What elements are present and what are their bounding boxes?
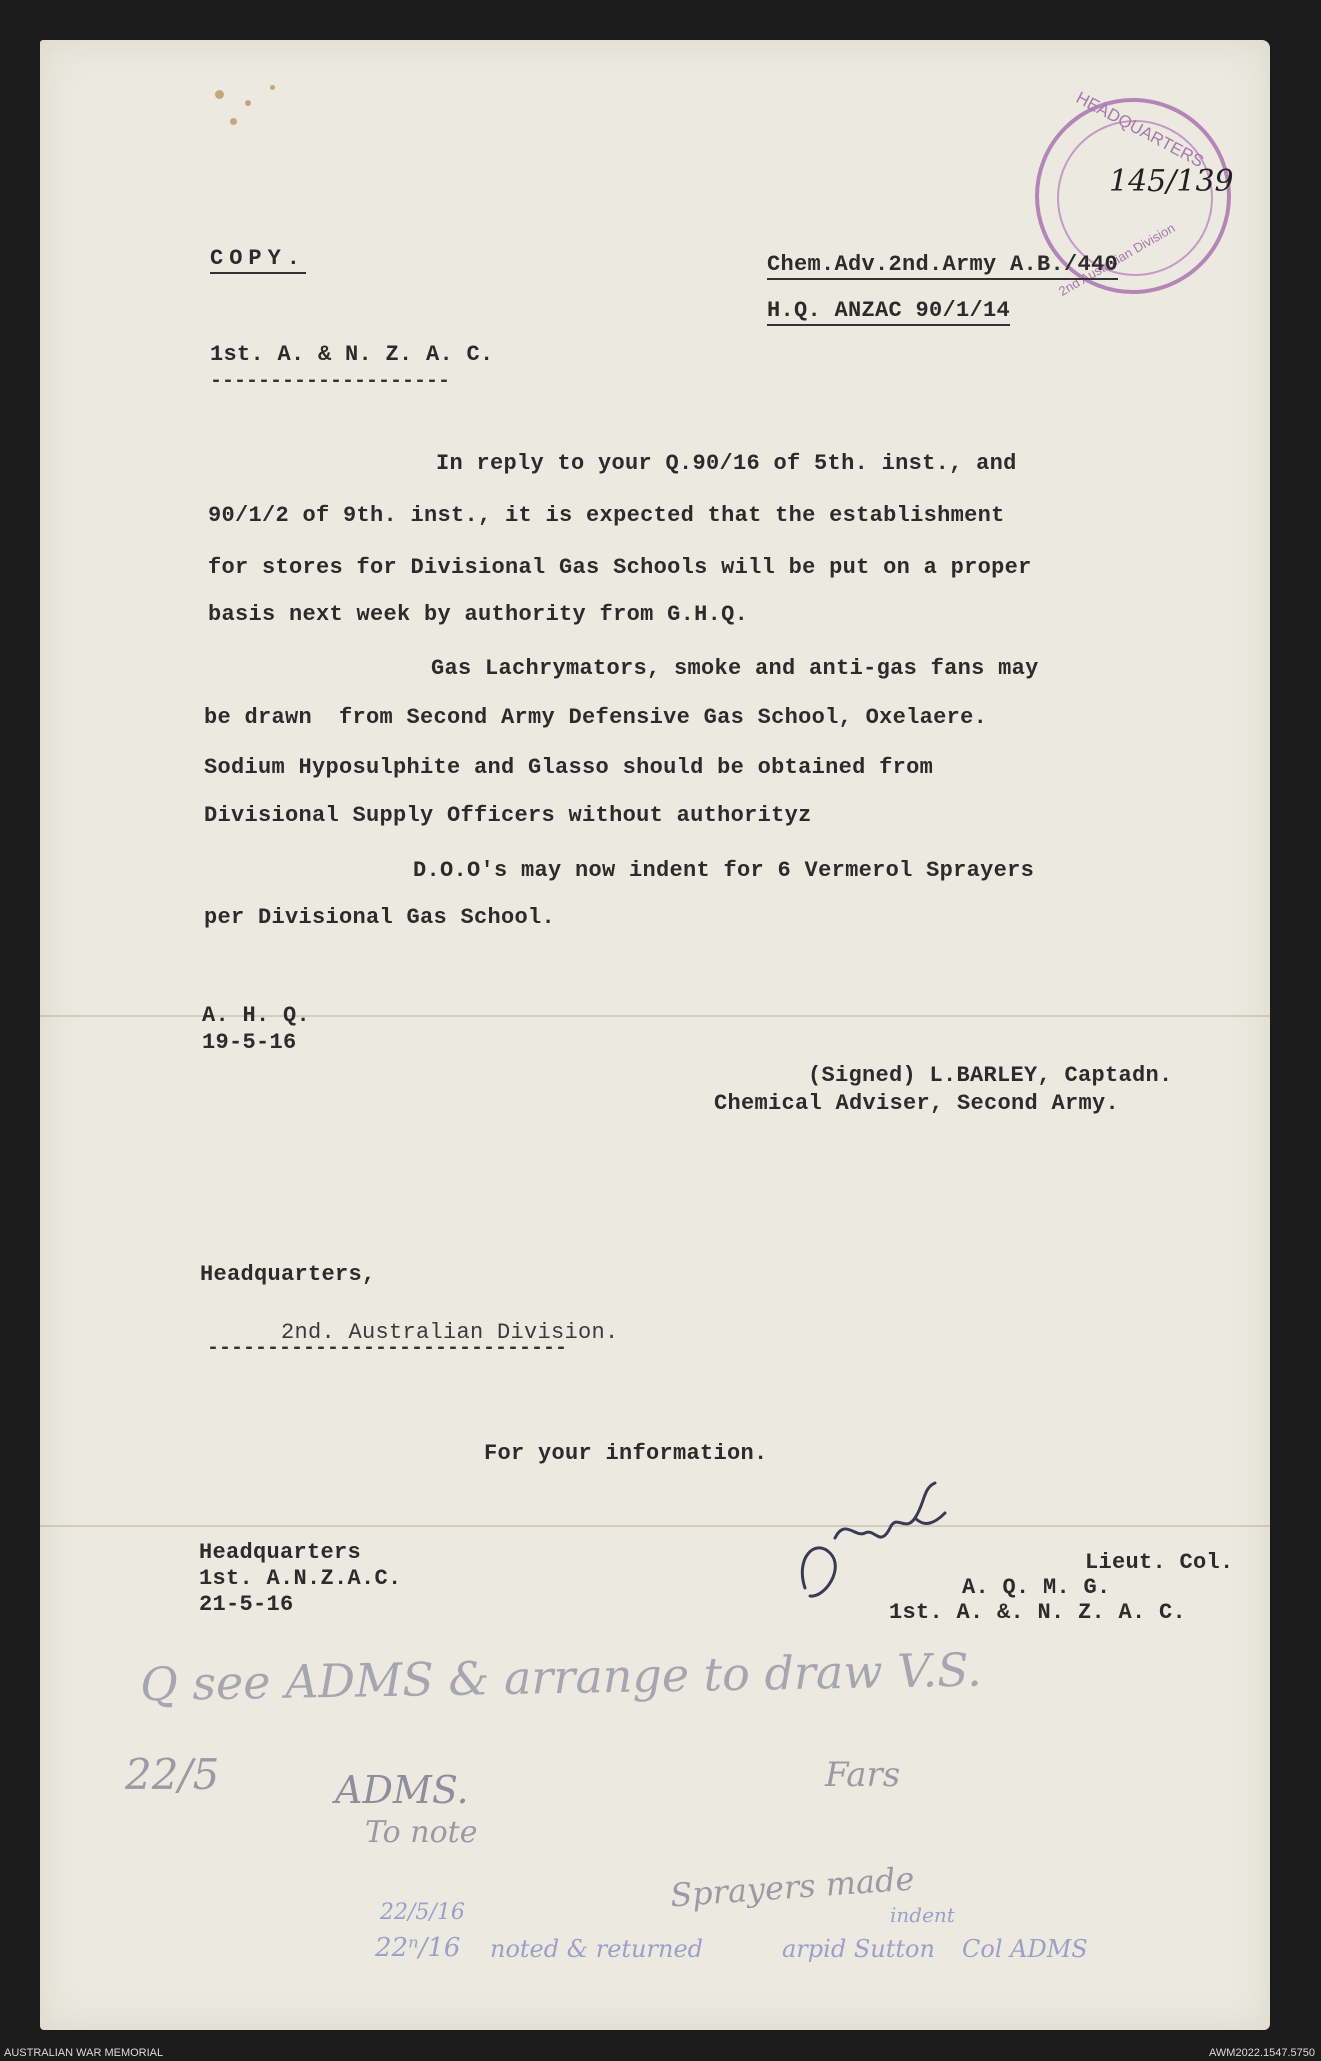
stain-spot — [245, 100, 251, 106]
stamp-text-bottom: 2nd Australian Division — [1056, 220, 1178, 299]
pencil-to-note: To note — [365, 1815, 478, 1850]
for-information: For your information. — [484, 1441, 768, 1466]
ink-col-adms: Col ADMS — [962, 1935, 1088, 1963]
signatory-rank: Lieut. Col. — [1085, 1550, 1234, 1575]
division-underline: ------------------------------ — [207, 1337, 568, 1360]
stamp-text-top: HEADQUARTERS — [1073, 87, 1207, 172]
body-line: per Divisional Gas School. — [204, 905, 556, 930]
body-line: Gas Lachrymators, smoke and anti-gas fans may — [431, 656, 1039, 681]
paper-fold — [40, 1525, 1270, 1527]
to-division: 2nd. Australian Division. — [281, 1320, 619, 1345]
signatory-unit: 1st. A. &. N. Z. A. C. — [889, 1600, 1187, 1625]
ink-indent: indent — [890, 1903, 955, 1927]
stain-spot — [215, 90, 224, 99]
origin-2-line-1: Headquarters — [199, 1540, 362, 1565]
body-line: D.O.O's may now indent for 6 Vermerol Sprayers — [413, 858, 1035, 883]
origin-2-line-2: 1st. A.N.Z.A.C. — [199, 1566, 402, 1591]
pencil-sprayers: Sprayers made — [668, 1859, 916, 1915]
signatory-role: A. Q. M. G. — [962, 1575, 1111, 1600]
stain-spot — [270, 85, 275, 90]
reference-line-1: Chem.Adv.2nd.Army A.B./440 — [767, 252, 1118, 280]
body-line: be drawn from Second Army Defensive Gas School, Oxelaere. — [204, 705, 988, 730]
stamp-number: 145/139 — [1109, 164, 1234, 199]
reference-line-2: H.Q. ANZAC 90/1/14 — [767, 298, 1010, 326]
pencil-date-a: 22/5 — [125, 1750, 220, 1799]
body-line: In reply to your Q.90/16 of 5th. inst., and — [436, 451, 1017, 476]
pencil-note-1-signature: Fars — [825, 1755, 901, 1795]
ink-signature — [775, 1478, 965, 1618]
ink-arpid: arpid Sutton — [782, 1935, 935, 1963]
ink-dates: 22/5/16 — [380, 1900, 465, 1925]
ink-noted: noted & returned — [490, 1935, 704, 1963]
to-headquarters: Headquarters, — [200, 1262, 376, 1287]
addressee: 1st. A. & N. Z. A. C. — [210, 342, 494, 367]
date-1: 19-5-16 — [202, 1030, 297, 1055]
date-2: 21-5-16 — [199, 1592, 294, 1617]
signed-line: (Signed) L.BARLEY, Captadn. — [808, 1063, 1173, 1088]
body-line: Divisional Supply Officers without authorityz — [204, 803, 812, 828]
signed-title: Chemical Adviser, Second Army. — [714, 1091, 1120, 1116]
stain-spot — [230, 118, 237, 125]
footer-right: AWM2022.1547.5750 — [1209, 2047, 1315, 2059]
body-line: 90/1/2 of 9th. inst., it is expected that the establishment — [208, 503, 1005, 528]
body-line: for stores for Divisional Gas Schools will be put on a proper — [208, 555, 1032, 580]
footer-left: AUSTRALIAN WAR MEMORIAL — [4, 2047, 164, 2059]
addressee-underline: -------------------- — [210, 370, 451, 393]
ink-date-b: 22ⁿ/16 — [375, 1933, 461, 1963]
pencil-note-1: Q see ADMS & arrange to draw V.S. — [139, 1642, 983, 1712]
body-line: basis next week by authority from G.H.Q. — [208, 602, 749, 627]
origin-ahq: A. H. Q. — [202, 1003, 311, 1028]
body-line: Sodium Hyposulphite and Glasso should be obtained from — [204, 755, 934, 780]
pencil-adms: ADMS. — [335, 1768, 469, 1812]
copy-label: COPY. — [210, 246, 306, 274]
